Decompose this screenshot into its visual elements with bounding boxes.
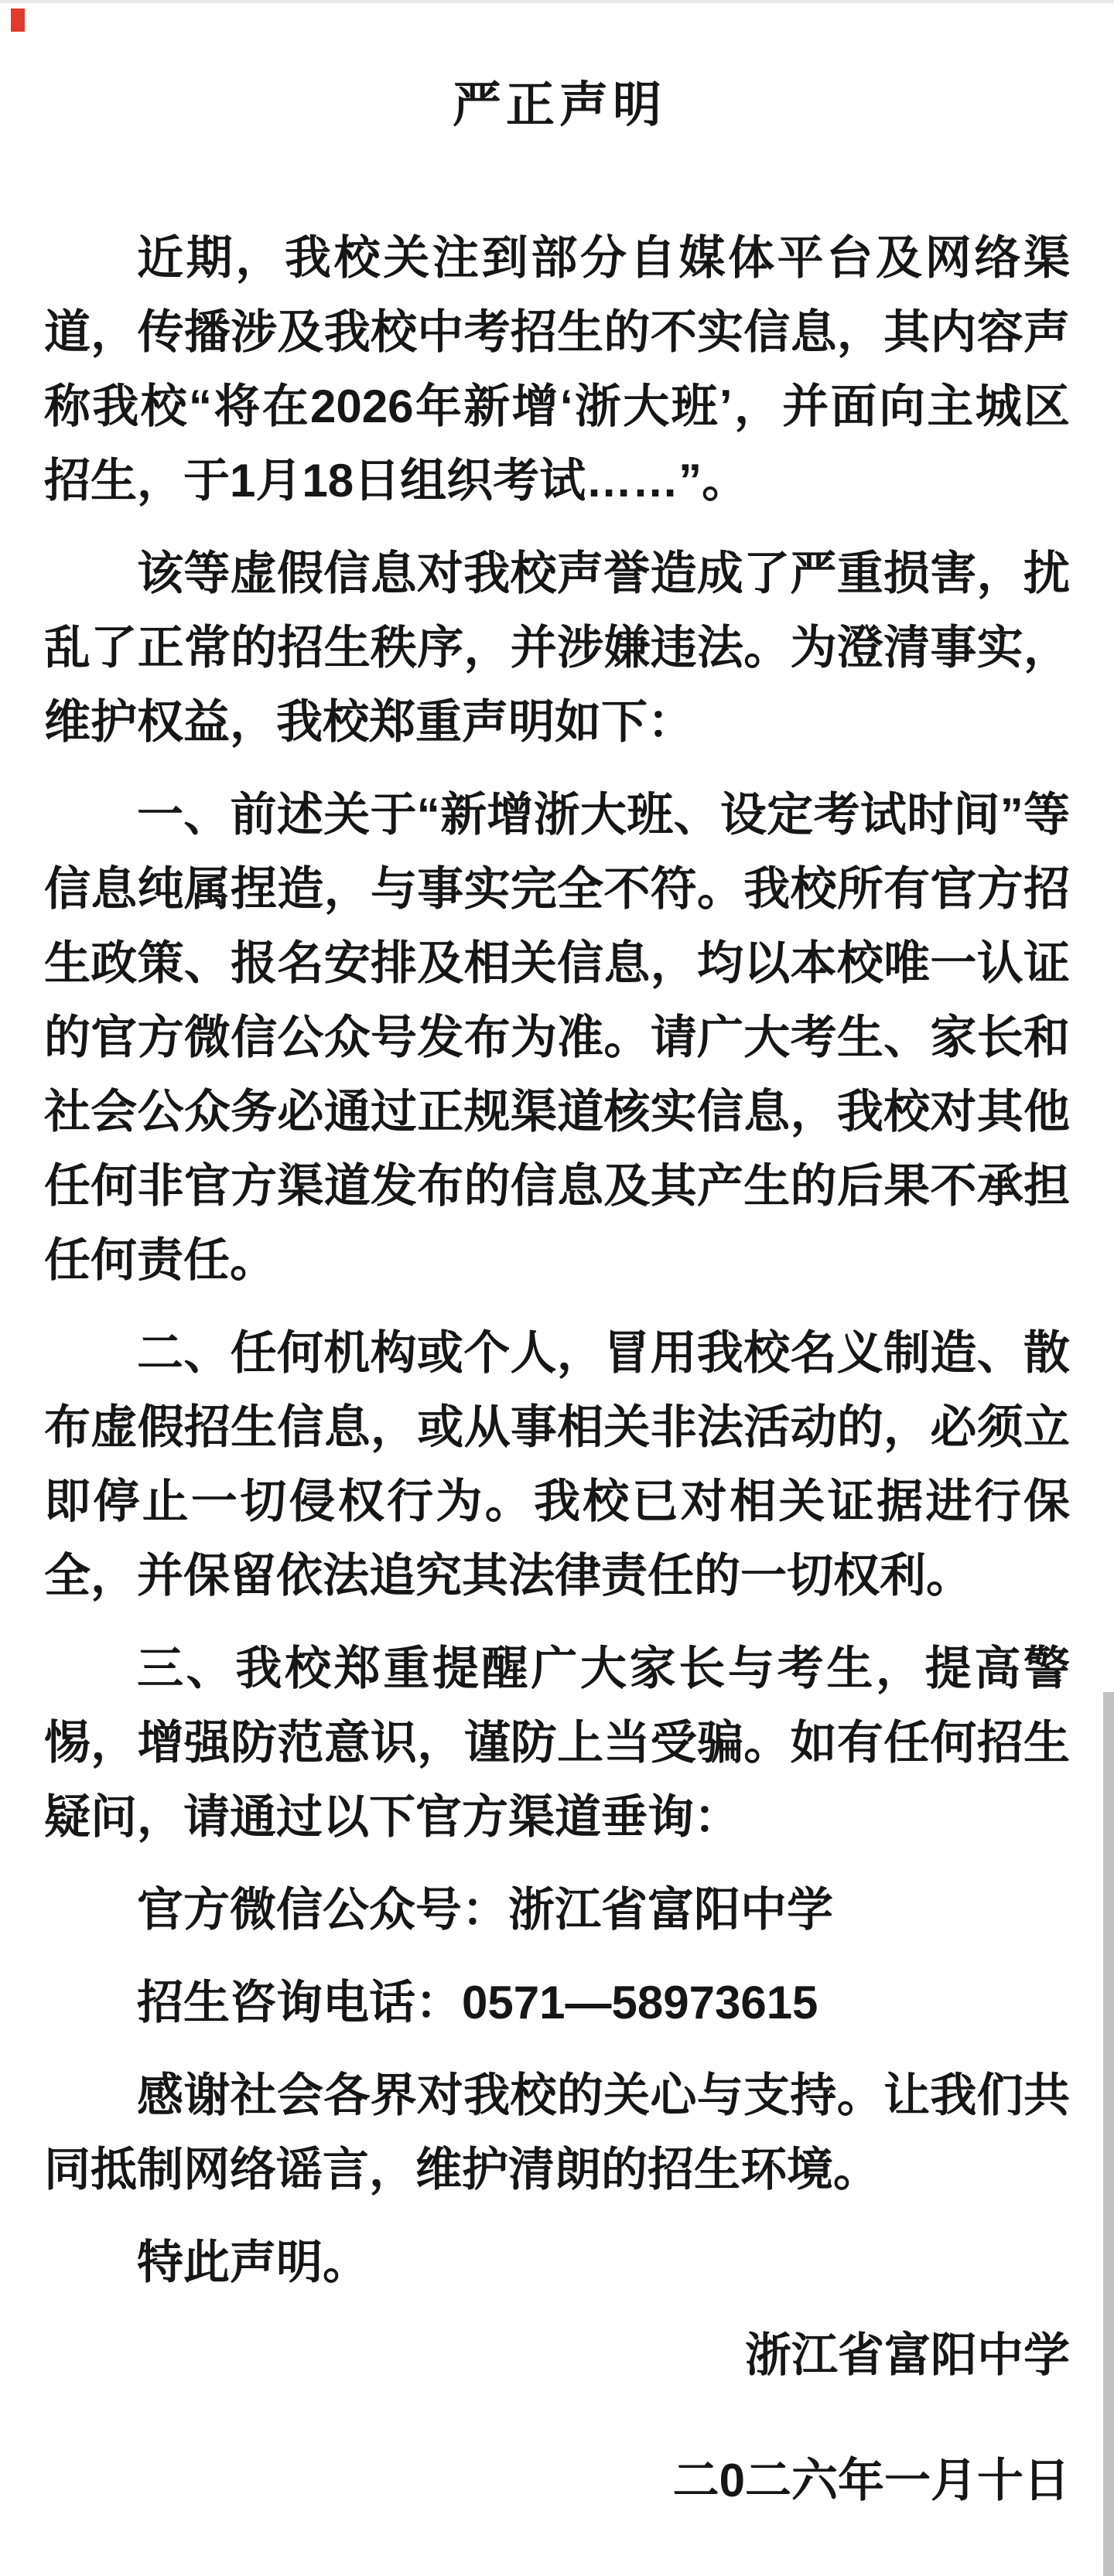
paragraph-point-three: 三、我校郑重提醒广大家长与考生，提高警惕，增强防范意识，谨防上当受骗。如有任何招生疑问，请通过以下官方渠道垂询： (44, 1643, 1070, 1843)
scrollbar-thumb[interactable] (1103, 1692, 1114, 2576)
paragraph-point-two: 二、任何机构或个人，冒用我校名义制造、散布虚假招生信息，或从事相关非法活动的，必须立即停止一切侵权行为。我校已对相关证据进行保全，并保留依法追究其法律责任的一切权利。 (44, 1327, 1070, 1602)
paragraph-thanks: 感谢社会各界对我校的关心与支持。让我们共同抵制网络谣言，维护清朗的招生环境。 (44, 2069, 1070, 2196)
statement-date: 二0二六年一月十日 (672, 2455, 1070, 2506)
top-border-line (0, 0, 1114, 3)
paragraph-point-one: 一、前述关于“新增浙大班、设定考试时间”等信息纯属捏造，与事实完全不符。我校所有官方招生政策、报名安排及相关信息，均以本校唯一认证的官方微信公众号发布为准。请广大考生、家长和社会公众务必通过正规渠道核实信息，我校对其他任何非官方渠道发布的信息及其产生的后果不承担任何责任。 (44, 789, 1070, 1286)
red-corner-mark (11, 9, 25, 32)
page-title: 严正声明 (453, 78, 666, 132)
paragraph-phone-contact: 招生咨询电话：0571—58973615 (137, 1977, 818, 2028)
paragraph-wechat-contact: 官方微信公众号：浙江省富阳中学 (137, 1884, 833, 1936)
document-body (0, 221, 1114, 2518)
paragraph-intro: 近期，我校关注到部分自媒体平台及网络渠道，传播涉及我校中考招生的不实信息，其内容声称我校“将在2026年新增‘浙大班’，并面向主城区招生，于1月18日组织考试……”。 (44, 232, 1070, 507)
paragraph-closing: 特此声明。 (137, 2237, 369, 2288)
signature-school-name: 浙江省富阳中学 (745, 2329, 1070, 2381)
paragraph-harm-statement: 该等虚假信息对我校声誉造成了严重损害，扰乱了正常的招生秩序，并涉嫌违法。为澄清事实，维护权益，我校郑重声明如下： (44, 548, 1070, 748)
